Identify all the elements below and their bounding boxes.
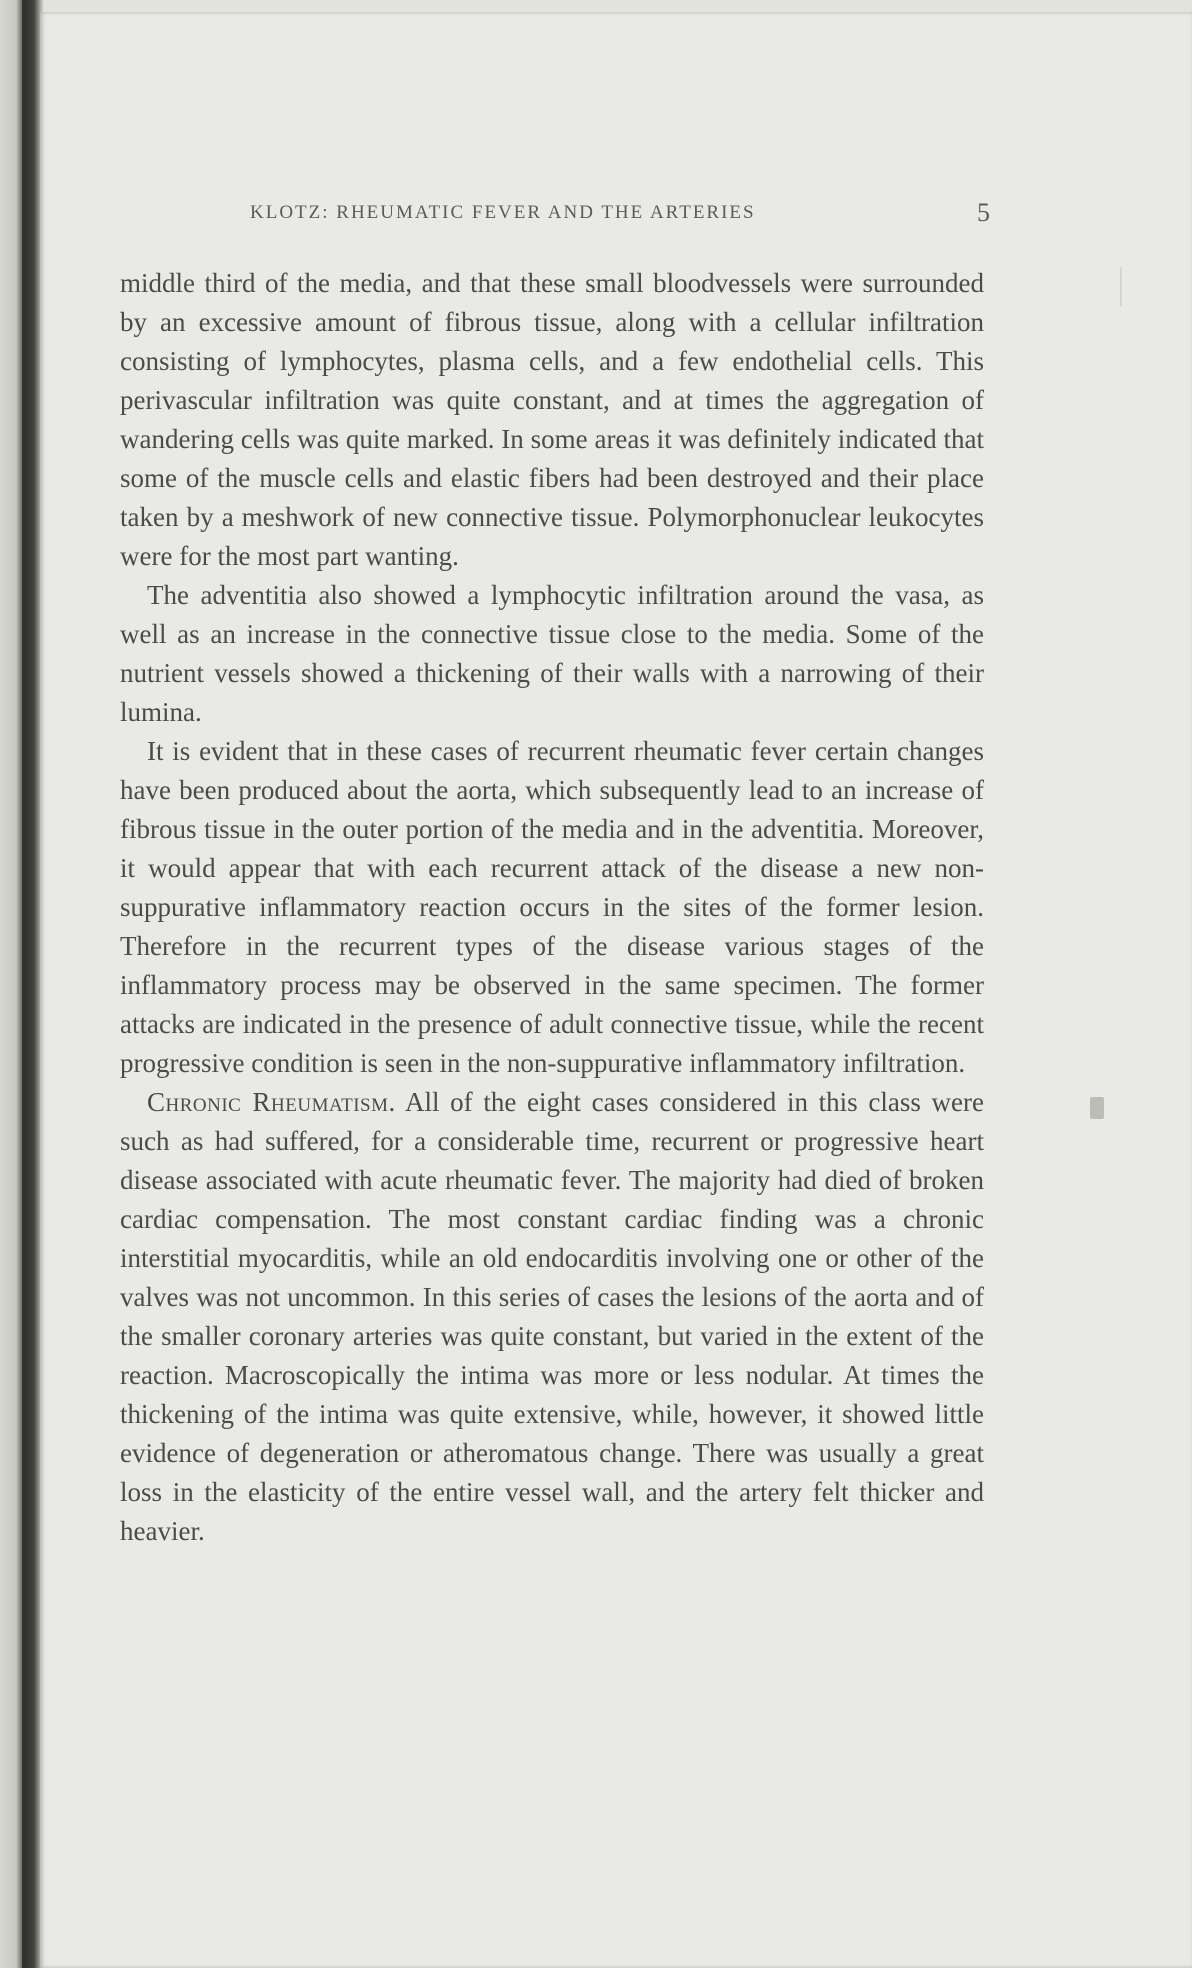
- section-heading: Chronic Rheumatism.: [147, 1087, 396, 1117]
- running-header: [250, 198, 990, 232]
- paragraph: [120, 1083, 984, 1551]
- facing-page-edge: [0, 0, 22, 1968]
- page-number: 5: [977, 198, 990, 227]
- body-text: [120, 264, 984, 1551]
- paragraph: The adventitia also showed a lymphocytic infiltration around the vasa, as well as an increase in the connective tissue close to the media. Some of the nutrient vessels showed a thickening of their walls with a narrowing of their lumina.: [120, 580, 984, 727]
- paragraph: It is evident that in these cases of recurrent rheumatic fever certain changes have been produced about the aorta, which subsequently lead to an increase of fibrous tissue in the outer portion of the media and in the adventitia. Moreover, it would appear that with each recurrent attack of the disease a new non-suppurative inflammatory reaction occurs in the sites of the former lesion. Therefore in the recurrent types of the disease various stages of the inflammatory process may be observed in the same specimen. The former attacks are indicated in the presence of adult connective tissue, while the recent progressive condition is seen in the non-suppurative inflammatory infiltration.: [120, 736, 984, 1078]
- paper-speck: [1090, 1097, 1104, 1119]
- running-title: KLOTZ: RHEUMATIC FEVER AND THE ARTERIES: [250, 202, 756, 223]
- paragraph-text: All of the eight cases considered in this class were such as had suffered, for a considerable time, recurrent or progressive heart disease associated with acute rheumatic fever. The majority had died of broken cardiac compensation. The most constant cardiac finding was a chronic interstitial myocarditis, while an old endocarditis involving one or other of the valves was not uncommon. In this series of cases the lesions of the aorta and of the smaller coronary arteries was quite constant, but varied in the extent of the reaction. Macroscopically the intima was more or less nodular. At times the thickening of the intima was quite extensive, while, however, it showed little evidence of degeneration or atheromatous change. There was usually a great loss in the elasticity of the entire vessel wall, and the artery felt thicker and heavier.: [120, 1087, 984, 1546]
- paper-mark: [1120, 267, 1122, 307]
- paragraph: middle third of the media, and that these small bloodvessels were surrounded by an excessive amount of fibrous tissue, along with a cellular infiltration consisting of lymphocytes, plasma cells, and a few endothelial cells. This perivascular infiltration was quite constant, and at times the aggregation of wandering cells was quite marked. In some areas it was definitely indicated that some of the muscle cells and elastic fibers had been destroyed and their place taken by a meshwork of new connective tissue. Polymorphonuclear leukocytes were for the most part wanting.: [120, 268, 984, 571]
